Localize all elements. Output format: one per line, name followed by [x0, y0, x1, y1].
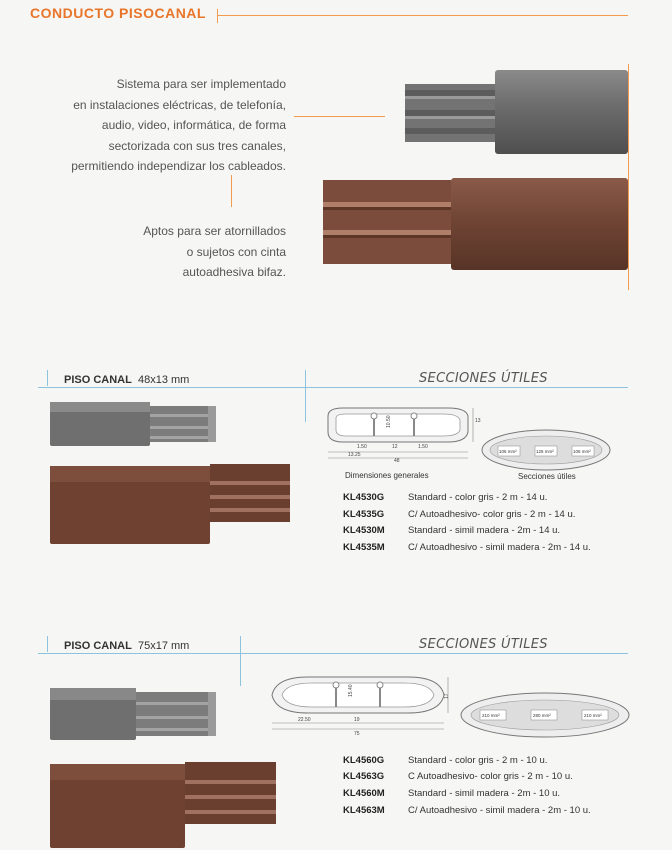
product-desc: Standard - simil madera - 2m - 10 u.	[408, 788, 561, 799]
section2-header-line	[38, 653, 628, 654]
section2-divider	[240, 636, 241, 686]
section1-header-line	[38, 387, 628, 388]
product-desc: C/ Autoadhesivo- color gris - 2 m - 14 u.	[408, 509, 576, 520]
svg-text:106 mm²: 106 mm²	[573, 449, 591, 454]
svg-text:1.50: 1.50	[357, 444, 367, 450]
section1-sections-diagram	[480, 428, 612, 472]
svg-text:1.50: 1.50	[418, 444, 428, 450]
product-code: KL4560G	[343, 755, 385, 766]
table-row	[343, 525, 560, 541]
title-divider-line	[217, 15, 628, 16]
product-desc: C/ Autoadhesivo - simil madera - 2m - 14 u.	[408, 542, 591, 553]
svg-text:75: 75	[354, 731, 360, 737]
svg-text:15.40: 15.40	[348, 684, 354, 697]
product-code: KL4530G	[343, 492, 385, 503]
svg-text:106 mm²: 106 mm²	[499, 449, 517, 454]
product-code: KL4563M	[343, 805, 385, 816]
product-desc: Standard - simil madera - 2m - 14 u.	[408, 525, 561, 536]
svg-text:125 mm²: 125 mm²	[536, 449, 554, 454]
svg-text:210 mm²: 210 mm²	[482, 713, 500, 718]
product-code: KL4560M	[343, 788, 385, 799]
table-row	[343, 542, 591, 558]
section1-brown-duct-image	[50, 462, 290, 544]
product-code: KL4535M	[343, 542, 385, 553]
gray-duct-hero-image	[405, 66, 628, 156]
table-row	[343, 788, 560, 804]
table-row	[343, 771, 573, 787]
section1-title: PISO CANAL 48x13 mm	[64, 374, 190, 386]
table-row	[343, 509, 575, 525]
hero-side-line	[628, 64, 629, 290]
section1-dimensions-diagram	[318, 396, 481, 472]
svg-text:13.25: 13.25	[348, 452, 361, 458]
product-code: KL4563G	[343, 771, 385, 782]
section1-caption-dims: Dimensiones generales	[345, 471, 429, 480]
section2-sections-diagram	[458, 690, 632, 740]
section1-divider	[305, 370, 306, 422]
intro-paragraph-1: Sistema para ser implementado en instalaciones eléctricas, de telefonía, audio, video, informática, de forma sectorizada con sus tres canales, permitiendo independizar los cableados.	[71, 77, 286, 173]
svg-text:48: 48	[394, 458, 400, 464]
section2-dimensions-diagram	[268, 665, 452, 737]
product-desc: Standard - color gris - 2 m - 10 u.	[408, 755, 548, 766]
section2-left-rule	[47, 636, 48, 652]
intro-separator	[231, 175, 232, 207]
section2-secciones-title: SECCIONES ÚTILES	[419, 637, 548, 652]
svg-text:210 mm²: 210 mm²	[584, 713, 602, 718]
table-row	[343, 492, 547, 508]
section2-gray-duct-image	[50, 686, 216, 742]
svg-text:13: 13	[475, 418, 481, 424]
intro-connector-line	[294, 116, 385, 117]
brown-duct-hero-image	[323, 178, 628, 270]
title-divider-vertical	[217, 9, 218, 23]
section1-gray-duct-image	[50, 400, 216, 448]
product-desc: C/ Autoadhesivo - simil madera - 2m - 10 u.	[408, 805, 591, 816]
product-desc: C Autoadhesivo- color gris - 2 m - 10 u.	[408, 771, 573, 782]
svg-text:17: 17	[444, 693, 450, 699]
product-code: KL4530M	[343, 525, 385, 536]
section1-secciones-title: SECCIONES ÚTILES	[419, 371, 548, 386]
section1-left-rule	[47, 370, 48, 386]
section2-brown-duct-image	[50, 760, 276, 848]
svg-text:10.50: 10.50	[386, 415, 392, 428]
table-row	[343, 755, 547, 771]
svg-text:22.50: 22.50	[298, 717, 311, 723]
section1-caption-sections: Secciones útiles	[518, 472, 576, 481]
svg-text:19: 19	[354, 717, 360, 723]
page-title: CONDUCTO PISOCANAL	[30, 5, 206, 21]
intro-paragraph-2: Aptos para ser atornillados o sujetos con cinta autoadhesiva bifaz.	[143, 224, 286, 279]
svg-text:12: 12	[392, 444, 398, 450]
product-desc: Standard - color gris - 2 m - 14 u.	[408, 492, 548, 503]
svg-text:280 mm²: 280 mm²	[533, 713, 551, 718]
table-row	[343, 805, 591, 821]
product-code: KL4535G	[343, 509, 385, 520]
section2-title: PISO CANAL 75x17 mm	[64, 640, 190, 652]
